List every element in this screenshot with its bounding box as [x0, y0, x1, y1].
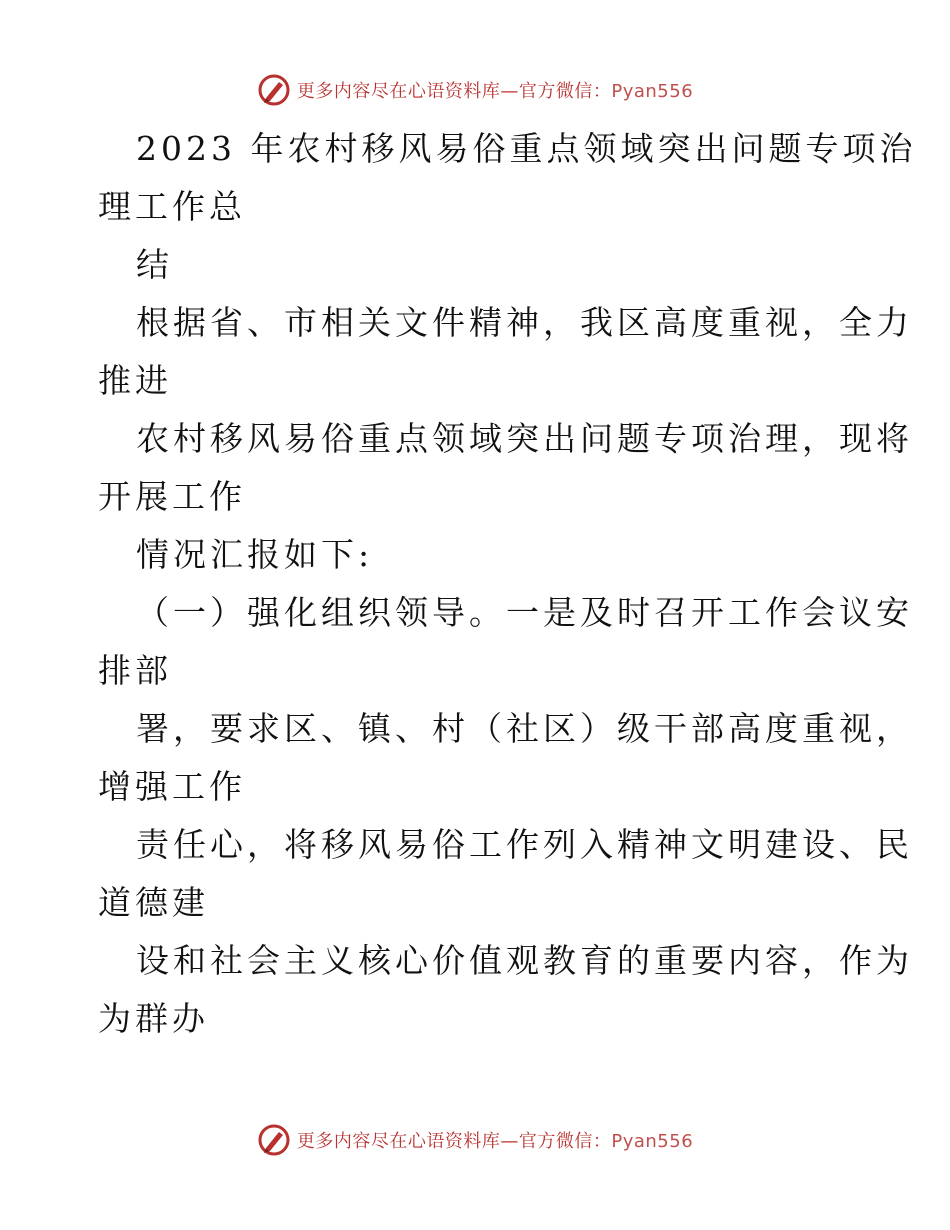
watermark-text: 更多内容尽在心语资料库—官方微信：Pyan556 — [296, 81, 694, 102]
header-watermark — [0, 72, 950, 108]
text-line: 道德建 — [98, 883, 209, 922]
footer-watermark — [0, 1122, 950, 1158]
pen-logo-icon — [257, 1123, 291, 1157]
text-line: 推进 — [98, 361, 172, 400]
text-line: 增强工作 — [98, 767, 246, 806]
text-line: 设和社会主义核心价值观教育的重要内容，作为 — [136, 941, 913, 980]
text-line: 署，要求区、镇、村（社区）级干部高度重视， — [136, 709, 913, 748]
text-line: 农村移风易俗重点领域突出问题专项治理，现将 — [136, 419, 913, 458]
text-line: 理工作总 — [98, 187, 246, 226]
text-line: 结 — [136, 245, 173, 284]
text-line: （一）强化组织领导。一是及时召开工作会议安 — [136, 593, 913, 632]
text-line: 情况汇报如下: — [136, 535, 374, 574]
pen-logo-icon — [257, 73, 291, 107]
text-line: 开展工作 — [98, 477, 246, 516]
document-body — [98, 120, 917, 1048]
text-line: 根据省、市相关文件精神，我区高度重视，全力 — [136, 303, 913, 342]
text-line: 2023 年农村移风易俗重点领域突出问题专项治 — [136, 129, 917, 168]
text-line: 排部 — [98, 651, 172, 690]
watermark-text: 更多内容尽在心语资料库—官方微信：Pyan556 — [296, 1131, 694, 1152]
text-line: 责任心，将移风易俗工作列入精神文明建设、民 — [136, 825, 913, 864]
text-line: 为群办 — [98, 999, 209, 1038]
